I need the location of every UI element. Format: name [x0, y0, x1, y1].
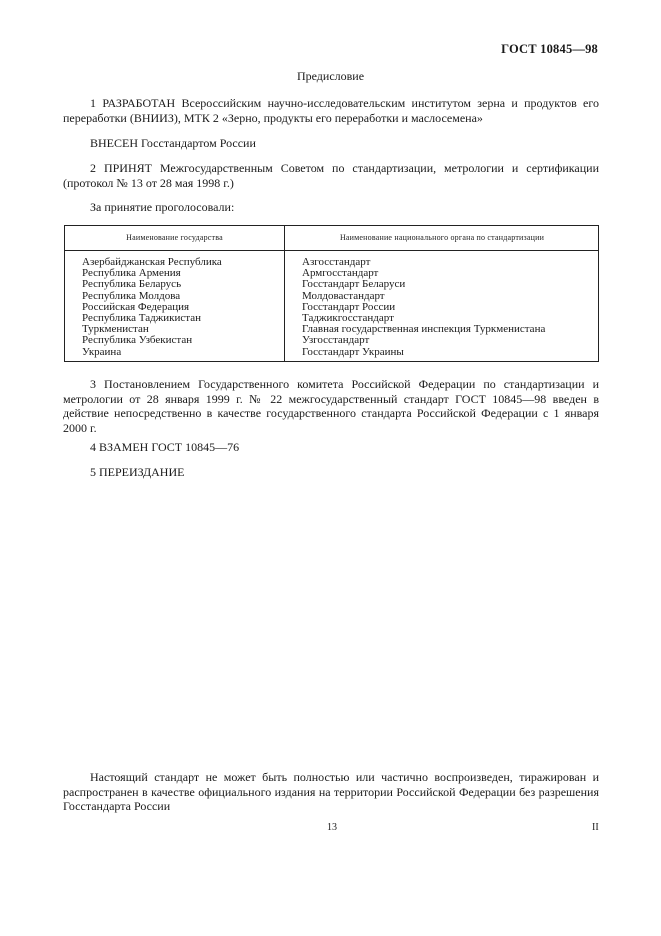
page-number-center: 13 — [327, 822, 337, 833]
table-cell-country: Туркменистан — [82, 323, 149, 336]
national-body-list — [302, 257, 545, 358]
table-cell-country: Республика Таджикистан — [82, 312, 201, 325]
table-header-divider — [65, 250, 598, 251]
table-cell-country: Российская Федерация — [82, 300, 190, 313]
table-cell-country: Республика Беларусь — [82, 278, 182, 291]
table-cell-national-body: Армгосстандарт — [302, 267, 379, 280]
paragraph-developed-by: 1 РАЗРАБОТАН Всероссийским научно-исследовательским институтом зерна и продуктов его переработки (ВНИИЗ), МТК 2 «Зерно, продукты его переработки и маслосемена» — [63, 96, 599, 125]
table-header-national-body: Наименование национального органа по стандартизации — [339, 233, 545, 242]
table-cell-national-body: Госстандарт России — [302, 300, 396, 313]
country-list — [82, 257, 222, 358]
page-number-right: II — [592, 822, 599, 833]
table-cell-national-body: Азгосстандарт — [302, 256, 371, 268]
paragraph-replaces: 4 ВЗАМЕН ГОСТ 10845—76 — [90, 440, 240, 454]
table-column-divider — [284, 226, 285, 361]
table-cell-national-body: Госстандарт Беларуси — [302, 278, 406, 291]
section-title: Предисловие — [296, 69, 365, 83]
table-cell-country: Республика Узбекистан — [82, 334, 193, 347]
paragraph-voted-for: За принятие проголосовали: — [90, 200, 235, 214]
table-cell-country: Республика Армения — [82, 267, 181, 280]
paragraph-adopted-by: 2 ПРИНЯТ Межгосударственным Советом по стандартизации, метрологии и сертификации (протокол № 13 от 28 мая 1998 г.) — [63, 161, 599, 190]
table-cell-national-body: Молдовастандарт — [302, 289, 385, 302]
paragraph-reissue: 5 ПЕРЕИЗДАНИЕ — [90, 465, 185, 479]
table-cell-country: Украина — [82, 345, 122, 358]
table-header-country: Наименование государства — [126, 233, 223, 242]
copyright-notice: Настоящий стандарт не может быть полностью или частично воспроизведен, тиражирован и распространен в качестве официального издания на территории Российской Федерации без разрешения Госстандарта России — [63, 770, 599, 813]
paragraph-introduced-by: ВНЕСЕН Госстандартом России — [90, 136, 256, 150]
table-cell-national-body: Госстандарт Украины — [302, 345, 404, 358]
paragraph-decree: 3 Постановлением Государственного комитета Российской Федерации по стандартизации и метрологии от 28 января 1999 г. № 22 межгосударственный стандарт ГОСТ 10845—98 введен в действие непосредственно в качестве государственного стандарта Российской Федерации с 1 января 2000 г. — [63, 377, 599, 435]
voting-table — [64, 225, 599, 362]
table-cell-country: Республика Молдова — [82, 289, 181, 302]
document-code-header: ГОСТ 10845—98 — [501, 42, 598, 56]
table-cell-national-body: Главная государственная инспекция Туркменистана — [302, 323, 546, 336]
table-cell-national-body: Таджикгосстандарт — [302, 312, 394, 325]
table-cell-national-body: Узгосстандарт — [302, 334, 370, 347]
table-cell-country: Азербайджанская Республика — [82, 256, 222, 268]
